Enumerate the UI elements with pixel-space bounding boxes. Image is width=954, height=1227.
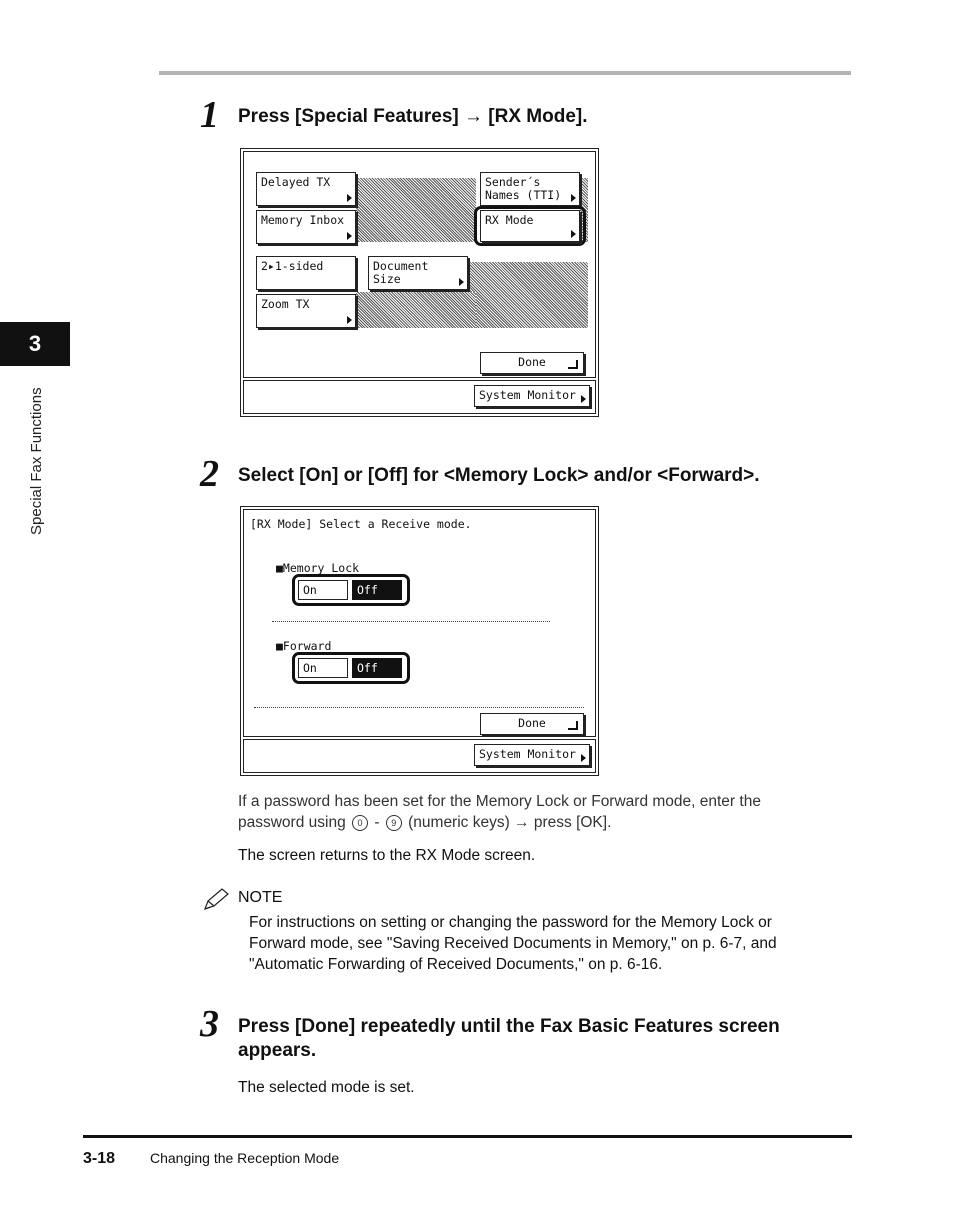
done-button[interactable]	[480, 713, 584, 735]
arrow-right-icon	[571, 230, 576, 238]
forward-on-button[interactable]: On	[298, 658, 348, 678]
done-button[interactable]	[480, 352, 584, 374]
chapter-side-title: Special Fax Functions	[28, 387, 45, 535]
arrow-right-icon	[347, 316, 352, 324]
page-number: 3-18	[83, 1150, 116, 1167]
step-2-text: Select [On] or [Off] for <Memory Lock> and/or <Forward>.	[238, 465, 760, 486]
rx-mode-label: RX Mode	[485, 213, 534, 227]
system-monitor-button[interactable]	[474, 385, 590, 407]
memory-lock-on-button[interactable]: On	[298, 580, 348, 600]
divider	[272, 621, 550, 622]
memory-inbox-label: Memory Inbox	[261, 213, 345, 227]
arrow-right-icon	[347, 232, 352, 240]
forward-off-button[interactable]: Off	[352, 658, 402, 678]
step-3-number: 3	[200, 1003, 219, 1045]
result-text: The selected mode is set.	[238, 1079, 415, 1096]
returns-text: The screen returns to the RX Mode screen.	[238, 847, 536, 864]
document-size-button[interactable]	[368, 256, 468, 290]
forward-label: ■Forward	[276, 639, 332, 653]
hatched-area	[356, 292, 476, 328]
step-2-number: 2	[200, 453, 219, 495]
done-label: Done	[518, 716, 546, 730]
numeric-key-icon: 9	[386, 815, 402, 831]
status-bar	[243, 739, 596, 773]
system-monitor-label: System Monitor	[479, 747, 576, 761]
key-range-dash: -	[374, 814, 380, 831]
footer-rule	[83, 1135, 852, 1138]
numeric-key-icon: 0	[352, 815, 368, 831]
password-line-1: If a password has been set for the Memory Lock or Forward mode, enter the	[238, 793, 761, 810]
header-rule	[159, 71, 851, 75]
note-label: NOTE	[238, 889, 283, 906]
screen-header: [RX Mode] Select a Receive mode.	[250, 517, 472, 531]
step-3-text: Press [Done] repeatedly until the Fax Basic Features screen appears.	[238, 1016, 780, 1061]
arrow-right-icon	[581, 754, 586, 762]
memory-lock-label: ■Memory Lock	[276, 561, 360, 575]
password-text-a: password using	[238, 814, 346, 831]
memory-inbox-button[interactable]	[256, 210, 356, 244]
hatched-area	[470, 262, 588, 328]
arrow-right-icon	[571, 194, 576, 202]
step-1-text: Press [Special Features] → [RX Mode].	[238, 106, 588, 127]
special-features-screen	[240, 148, 599, 417]
arrow-right-icon	[347, 194, 352, 202]
divider	[254, 707, 584, 708]
system-monitor-label: System Monitor	[479, 388, 576, 402]
document-size-label: Document Size	[373, 259, 429, 286]
delayed-tx-button[interactable]	[256, 172, 356, 206]
password-instructions	[238, 791, 838, 833]
chapter-tab: 3	[0, 322, 70, 366]
two-to-one-sided-button[interactable]	[256, 256, 356, 290]
zoom-tx-label: Zoom TX	[261, 297, 310, 311]
delayed-tx-label: Delayed TX	[261, 175, 331, 189]
screen-panel	[243, 509, 596, 737]
password-text-b: (numeric keys) → press [OK].	[408, 814, 612, 831]
rx-mode-screen	[240, 506, 599, 776]
rx-mode-button[interactable]	[480, 210, 580, 242]
pencil-icon	[202, 887, 232, 918]
zoom-tx-button[interactable]	[256, 294, 356, 328]
senders-names-label: Sender´s Names (TTI)	[485, 175, 562, 202]
two-to-one-sided-label: 2▸1-sided	[261, 259, 324, 273]
note-text: For instructions on setting or changing the password for the Memory Lock or Forward mode, see "Saving Received Documents in Memory," on p. 6-7, and "Automatic Forwarding of Received Documents," on p. 6-16.	[249, 914, 777, 973]
done-label: Done	[518, 355, 546, 369]
arrow-right-icon	[459, 278, 464, 286]
footer-title: Changing the Reception Mode	[150, 1150, 340, 1166]
memory-lock-off-button[interactable]: Off	[352, 580, 402, 600]
system-monitor-button[interactable]	[474, 744, 590, 766]
status-bar	[243, 380, 596, 414]
arrow-right-icon	[581, 395, 586, 403]
screen-panel	[243, 151, 596, 378]
return-icon	[568, 360, 578, 369]
senders-names-button[interactable]	[480, 172, 580, 206]
password-line-2	[238, 812, 838, 833]
return-icon	[568, 721, 578, 730]
step-1-number: 1	[200, 94, 219, 136]
hatched-area	[356, 178, 476, 242]
